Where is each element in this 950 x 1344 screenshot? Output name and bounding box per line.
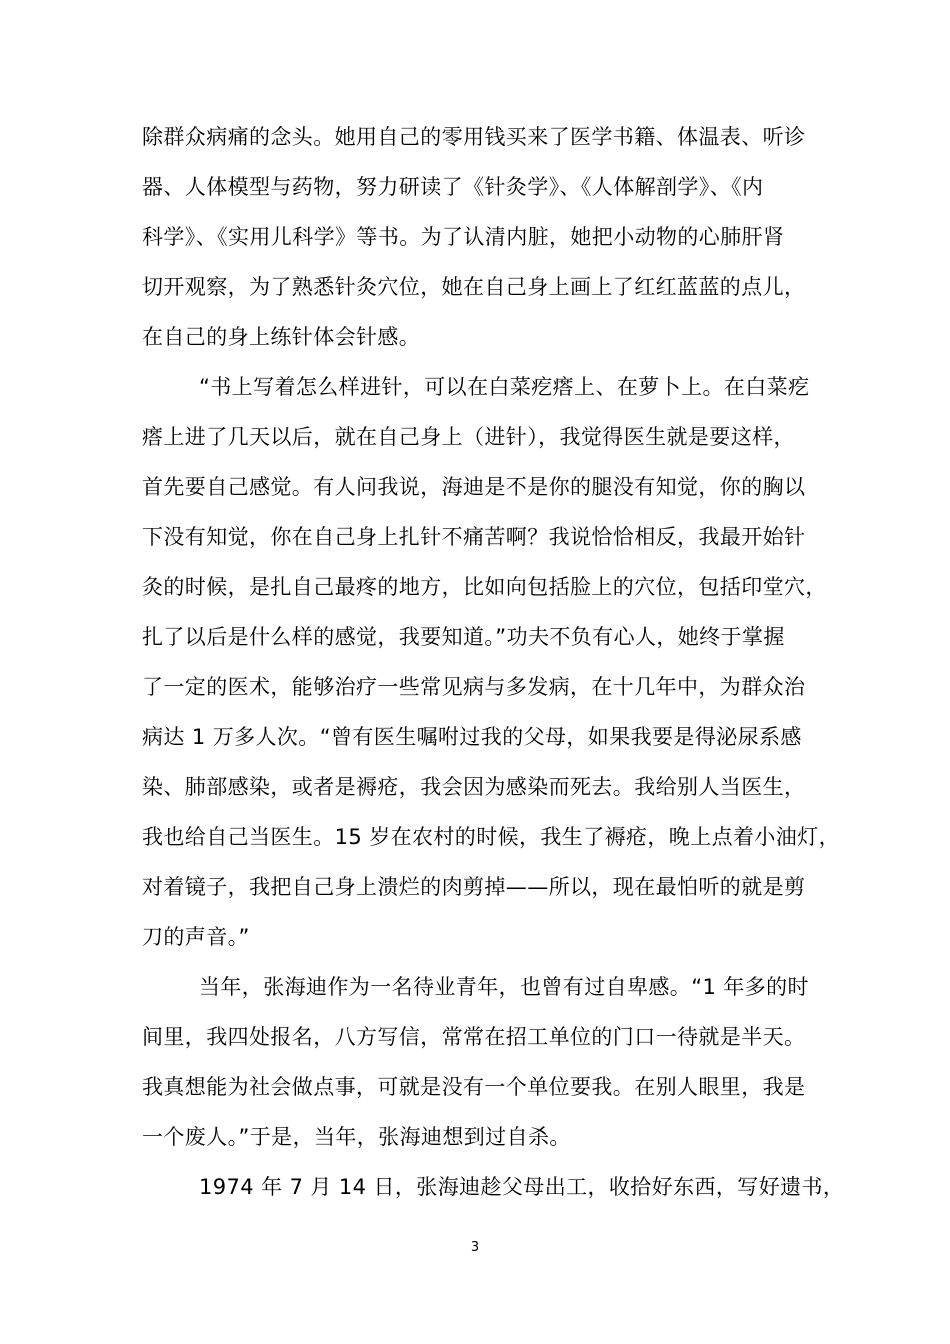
text-line: 瘩上进了几天以后，就在自己身上（进针），我觉得医生就是要这样， bbox=[142, 425, 795, 449]
text-line: 扎了以后是什么样的感觉，我要知道。”功夫不负有心人，她终于掌握 bbox=[142, 625, 785, 649]
paragraph-first-line: “书上写着怎么样进针，可以在白菜疙瘩上、在萝卜上。在白菜疙 bbox=[199, 375, 810, 399]
text-line: 一个废人。”于是，当年，张海迪想到过自杀。 bbox=[142, 1125, 571, 1149]
page-number: 3 bbox=[470, 1240, 480, 1255]
text-line: 灸的时候，是扎自己最疼的地方，比如向包括脸上的穴位，包括印堂穴， bbox=[142, 575, 827, 599]
text-line: 病达 1 万多人次。“曾有医生嘱咐过我的父母，如果我要是得泌尿系感 bbox=[142, 725, 802, 749]
text-line: 染、肺部感染，或者是褥疮，我会因为感染而死去。我给别人当医生， bbox=[142, 775, 806, 799]
text-line: 器、人体模型与药物，努力研读了《针灸学》、《人体解剖学》、《内 bbox=[142, 175, 764, 199]
paragraph-first-line: 1974 年 7 月 14 日，张海迪趁父母出工，收拾好东西，写好遗书， bbox=[199, 1175, 845, 1199]
text-line: 我真想能为社会做点事，可就是没有一个单位要我。在别人眼里，我是 bbox=[142, 1075, 806, 1099]
text-line: 我也给自己当医生。15 岁在农村的时候，我生了褥疮，晚上点着小油灯， bbox=[142, 825, 840, 849]
text-line: 刀的声音。” bbox=[142, 925, 250, 949]
text-line: 切开观察，为了熟悉针灸穴位，她在自己身上画上了红红蓝蓝的点儿， bbox=[142, 275, 806, 299]
text-line: 除群众病痛的念头。她用自己的零用钱买来了医学书籍、体温表、听诊 bbox=[142, 125, 806, 149]
paragraph-first-line: 当年，张海迪作为一名待业青年，也曾有过自卑感。“1 年多的时 bbox=[199, 975, 809, 999]
text-line: 了一定的医术，能够治疗一些常见病与多发病，在十几年中，为群众治 bbox=[142, 675, 806, 699]
text-line: 对着镜子，我把自己身上溃烂的肉剪掉——所以，现在最怕听的就是剪 bbox=[142, 875, 806, 899]
text-line: 科学》、《实用儿科学》等书。为了认清内脏，她把小动物的心肺肝肾 bbox=[142, 225, 785, 249]
text-line: 间里，我四处报名，八方写信，常常在招工单位的门口一待就是半天。 bbox=[142, 1025, 806, 1049]
text-line: 在自己的身上练针体会针感。 bbox=[142, 325, 421, 349]
text-line: 首先要自己感觉。有人问我说，海迪是不是你的腿没有知觉，你的胸以 bbox=[142, 475, 806, 499]
text-line: 下没有知觉，你在自己身上扎针不痛苦啊？我说恰恰相反，我最开始针 bbox=[142, 525, 806, 549]
